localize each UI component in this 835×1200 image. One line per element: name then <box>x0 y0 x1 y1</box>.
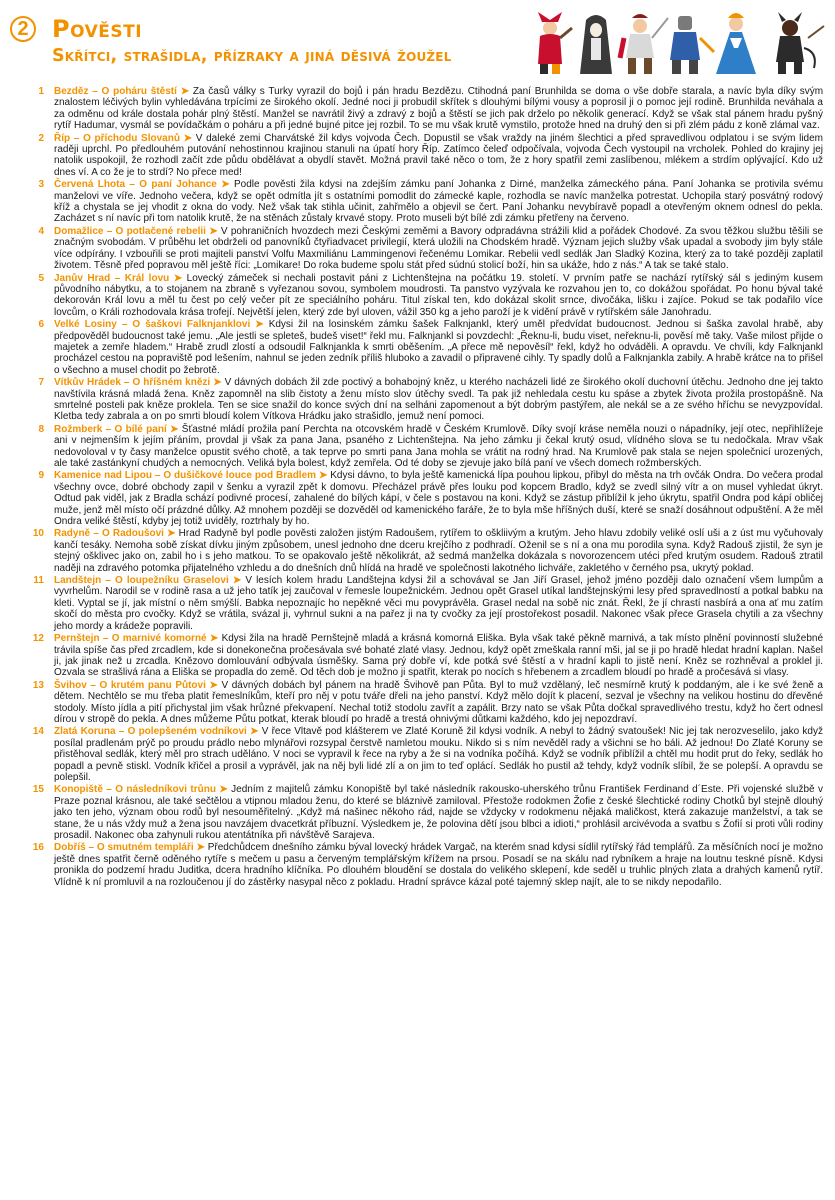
entry-heading: Konopiště – O následníkovi trůnu <box>54 784 216 796</box>
entry-body: Kdysi žil na losinském zámku šašek Falknjankl, který uměl předvídat budoucnost. Jednou si šaška zavolal hrabě, aby předpověděl budoucnost také jemu. „Ale jestli se spleteš, budeš viset!“ řekl mu. Falknjankl si povzdechl: „Řeknu-li, budu viset, neřeknu-li, pověsí mě taky. Vaše milost přijde o majetek a zemře hladem.“ Hrabě zrudl zlostí a odsoudil Falknjankla k smrti oběšením. „A přece mě nepověsíl“ řekl, když ho odváděli. A opravdu. Ve chvíli, kdy Falknjankl procházel cestou na popraviště pod lešením, nahnul se jeden zedník příliš hluboko a zavadil o připravené cihly. Ty spadly dolů a Falknjankla zabily. A hrabě krátce na to přišel o všechno a musel chodit po žebrotě. <box>54 319 824 376</box>
entry-number: 1 <box>38 86 44 97</box>
arrow-icon: ➤ <box>318 470 328 482</box>
legends-list <box>0 86 835 889</box>
entry-body: Kdysi dávno, to byla ještě kamenická lípa pouhou lipkou, přibyl do města na trh ovčák Ondra. Do večera prodal všechny ovce, dobré obchody zapil v šenku a vyrazil zpět k domovu. Přecházel právě přes louku pod kopcem Bradlo, když se zvedl silný vítr a on musel vyhledat úkryt. Odtud pak viděl, jak z Bradla schází podivné procesí, zahalené do bílých kápí, v čele s postavou na koni. Když se zástup přiblížil k jeho úkrytu, spatřil Ondra pod kápí obličej muže, jenž měl místo očí prázdné důlky. Až mnohem později se dozvěděl od kamenického faráře, že to byla mše hříšných duší, které se snaží dosáhnout odpuštění. A že měl Ondra veliké štěstí, kdyby jej totiž uviděly, roztrhaly by ho. <box>54 470 824 528</box>
page-title: Pověsti <box>52 15 143 43</box>
entry-number: 8 <box>38 423 44 435</box>
entry-text <box>54 633 823 679</box>
entry-heading: Zlatá Koruna – O polepšeném vodníkovi <box>54 726 247 738</box>
entry-text <box>54 842 823 888</box>
legend-entry <box>0 575 835 632</box>
entry-number: 13 <box>32 679 44 691</box>
entry-body: V dávných dobách žil zde poctivý a bohabojný kněz, u kterého nacházeli lidé ze širokého okolí duchovní útěchu. Jednoho dne jej takto navštívila krásná mladá žena. Kněz zapomněl na slib čistoty a ženu místo slov útěchy svedl. Ta pak již nehledala cestu ku spáse a zbytek života prožila prostopášně. Na smrtelné posteli pak kněze proklela. Ten se sice snažil do konce svých dní na selháni zapomenout a být dobrým pastýřem, ale nekál se a ze svého hříchu se nevyzpovídal. Kletba tedy zabrala a on po smrti bloudí kolem Vítkova Hrádku jako strašidlo, jemuž není pomoci. <box>54 377 824 423</box>
entry-number: 2 <box>38 132 44 144</box>
entry-body: Kdysi žila na hradě Pernštejně mladá a krásná komorná Eliška. Byla však také pěkně marnivá, a tak místo plnění povinností služebné trávila spíše čas před zrcadlem, kde si donekonečna pročesávala své bohaté zlaté vlasy. Jednou, když opět zmeškala ranní mši, jal se ji po hradě hledat hradní kaplan. Našel ji, jak jinak než u zrcadla. Knězovo domlouvání odbývala úsměšky. Sama prý dobře ví, kde potká své štěstí a v hradní kapli to jistě není. Kněz se rozhněval a proklel ji. Ozvala se strašlivá rána a Eliška se propadla do země. Od těch dob je možno ji spatřit, kterak po nocích s hřebenem a zrcadlem bloudí po hradě a pročesává si vlasy. <box>54 633 823 679</box>
entry-body: V řece Vltavě pod klášterem ve Zlaté Koruně žil kdysi vodník. A nebyl to žádný svatoušek! Nic jej tak nerozveselilo, jako když posílal pradlenám prýč po proudu prádlo nebo mlynářovi rozsypal čerstvě namletou mouku. Nikdo si s ním nevěděl rady a všichni se ho báli. Až jednou! Do Zlaté Koruny se přistěhoval sedlák, který měl pro strach uděláno. V noci se vypravil k řece na ryby a že si na vodníka počíhá. Když se vodník přiblížil a chtěl mu hodit prut do řeky, sedlák ho popadl a pevně stiskl. Vodník křičel a prosil a vyprávěl, jak na něj byli lidé zlí a on jim to teď oplácí. Sedlák ho pustil až tehdy, když vodník slíbil, že se polepší. A opravdu se polepšil. <box>54 726 823 783</box>
entry-body: Jedním z majitelů zámku Konopiště byl také následník rakousko-uherského trůnu František Ferdinand d´Este. Při vojenské službě v Praze poznal krásnou, ale také sečtělou a vtipnou mladou ženu, do které se bláznivě zamiloval. Přestože rodokmen Žofie z české šlechtické rodiny Chotků byl stejně dlouhý jako ten jeho, význam obou rodů byl nesouměřitelný. „Když má našinec někoho rád, najde se vždycky v rodokmenu nějaká maličkost, která zakazuje manželství, a tak se stane, že u nás vždy muž a žena jsou navzájem dvacetkrát příbuzní. Výsledkem je, že polovina dětí jsou blbci a idioti,“ prohlásil arcivévoda a svatbu s Žofií si proti vůli rodiny prosadil. Nakonec oba zahynuli rukou atentátníka při návštěvě Sarajeva. <box>54 784 824 841</box>
entry-text <box>54 575 823 632</box>
entry-heading: Radyně – O Radoušovi <box>54 528 164 540</box>
arrow-icon: ➤ <box>180 86 190 97</box>
legend-entry <box>0 424 835 470</box>
entry-text <box>54 377 823 423</box>
legend-entry <box>0 633 835 679</box>
arrow-icon: ➤ <box>255 319 264 331</box>
chapter-number-badge: 2 <box>10 16 36 42</box>
entry-text <box>54 319 823 376</box>
entry-heading: Rožmberk – O bílé paní <box>54 423 167 435</box>
costumed-figures-illustration <box>528 8 828 78</box>
legend-entry <box>0 273 835 319</box>
arrow-icon: ➤ <box>183 132 193 144</box>
arrow-icon: ➤ <box>209 679 218 691</box>
entry-body: V daleké zemi Charvátské žil kdys vojvoda Čech. Dopustil se však vraždy na jiném šlechtici a před spravedlivou odplatou i se svým lidem raději uprchl. Po předlouhém putování nehostinnou krajinou stanuli na úpatí hory Říp. Zatímco čeleď odpočívala, vojvoda Čech vystoupil na vrcholek. Pohled do krajiny jej natolik uspokojil, že rozhodl začít zde půdu obdělávat a obydlí stavět. Možná pravil také něco o tom, že z hory spatřil zemi zaslíbenou, mlékem a strdím oplývající. Kdo už dnes ví. A co že je to strdí? No přece med! <box>54 132 823 178</box>
warrior-figure-icon <box>620 14 668 74</box>
entry-text <box>54 528 823 574</box>
entry-heading: Červená Lhota – O paní Johance <box>54 179 217 191</box>
entry-number: 9 <box>38 470 44 482</box>
entry-text <box>54 680 823 726</box>
page-header <box>0 0 835 82</box>
entry-heading: Říp – O příchodu Slovanů <box>54 132 180 144</box>
entry-body: Předchůdcem dnešního zámku býval lovecký hrádek Vargač, na kterém snad kdysi sídlil rytířský řád templářů. Za měsíčních nocí je možno ještě dnes spatřit černě oděného rytíře s mečem u pasu a červeným templářským křížem na prsou. Posadí se na skálu nad rybníkem a hraje na loutnu teskné písně. Kdysi pronikla do podzemí hradu Juditka, dcera hradního klíčníka. Po dlouhém bloudění se dostala do velikého sklepení, kde seděl u truhlic plných zlata a drahých kamenů rytíř. Vlídně k ní promluvil a na rozloučenou jí do zástěrky nasypal něco z pokladu. Hradní správce kázal poté tajemný sklep najít, ale to se nikdy nepodařilo. <box>54 842 824 888</box>
entry-text <box>54 470 823 527</box>
arrow-icon: ➤ <box>196 842 205 854</box>
entry-text <box>54 424 823 470</box>
entry-number: 6 <box>38 319 44 331</box>
legend-entry <box>0 726 835 783</box>
arrow-icon: ➤ <box>232 575 242 587</box>
entry-number: 16 <box>32 842 44 854</box>
legend-entry <box>0 784 835 841</box>
entry-number: 4 <box>38 225 44 237</box>
legend-entry <box>0 680 835 726</box>
entry-body: Podle pověsti žila kdysi na zdejším zámku paní Johanka z Dirné, manželka zámeckého pána. Paní Johanka se protivila svému manželovi ve víře. Jednoho večera, když se opět odmítla jít s ostatními pomodlit do zámecké kaple, rozhodla se navíc manželka potrestat. Uchopila starý posvátný rodový kříž a chystala se jej vhodit z okna do vody. Než však tak stihla učinit, zahřmělo a objevil se čert. Paní Johanku nevybíravě popadl a otevřeným oknem odnesl do pekla. Zacházet s ní navíc při tom natolik krutě, že na stěnách zůstaly krvavé stopy. Proto museli být bílé zdi zámku přetřeny na červeno. <box>54 179 824 225</box>
entry-number: 11 <box>33 575 44 587</box>
entry-text <box>54 273 823 319</box>
entry-text <box>54 133 823 179</box>
entry-number: 15 <box>32 784 44 796</box>
entry-heading: Domažlice – O potlačené rebelii <box>54 225 206 237</box>
legend-entry <box>0 179 835 225</box>
arrow-icon: ➤ <box>167 528 176 540</box>
entry-number: 10 <box>32 528 44 540</box>
jester-figure-icon <box>538 12 572 74</box>
legend-entry <box>0 319 835 376</box>
entry-number: 5 <box>38 272 44 284</box>
arrow-icon: ➤ <box>170 423 179 435</box>
devil-figure-icon <box>776 12 824 74</box>
arrow-icon: ➤ <box>221 179 230 191</box>
legend-entry <box>0 470 835 527</box>
entry-number: 7 <box>38 377 44 389</box>
knight-figure-icon <box>670 16 714 74</box>
entry-body: Za časů války s Turky vyrazil do bojů i pán hradu Bezdězu. Ctihodná paní Brunhilda se doma o vše dobře starala, a navíc byla díky svým znalostem léčivých bylin vyhledávána trpícími ze širokého okolí. Jedné noci ji probudil skřítek s dlouhými bílými vousy a poprosil ji o pomoc její rodině. Brunhilda neváhala a za odměnu od krále dostala pohár plný štěstí. Manžel se navrátil živý a zdravý z bojů a štěstí se jich pak drželo po několik generací. Když se však stal pánem hradu pyšný rytíř Hadumar, vysmál se povídačkám o poháru a při jedné bujné pitce jej rozbil. To se mu však krutě vymstilo, protože hned na druhý den si při zlém pádu z koně zlámal vaz. <box>54 86 824 132</box>
entry-heading: Vítkův Hrádek – O hříšném knězi <box>54 377 211 389</box>
entry-heading: Pernštejn – O marnivé komorné <box>54 633 207 645</box>
entry-number: 14 <box>32 726 44 738</box>
legend-entry <box>0 86 835 132</box>
entry-text <box>54 784 823 841</box>
legend-entry <box>0 377 835 423</box>
entry-heading: Velké Losiny – O šaškovi Falknjanklovi <box>54 319 251 331</box>
entry-number: 12 <box>32 633 44 645</box>
entry-body: V lesích kolem hradu Landštejna kdysi žil a schovával se Jan Jiří Grasel, jehož jméno později dalo označení všem lumpům a vyvrhelům. Narodil se v rodině rasa a už jeho tatík jej zaučoval v řemesle loupežnickém. Jednou opět Grasel utíkal landštejnskými lesy před spravedlností a potkal babku na kleti. Vyptal se jí, jak místní o něm smýšlí. Babka nepoznajíc ho nepěkné věci mu povyprávěla. Grasel nedal na sobě nic znát. Řekl, že jí chrastí nasbírá a ona ať mu zatím skočí do města pro cvočky. Když se vrátila, svázal ji, vyhrnul sukni a na pařez ji na ty cvočky za její prostořekost posadil. Nakonec však přece Grasela chytili a za všechny jeho mordy a krádeže popravili. <box>54 575 824 632</box>
entry-number: 3 <box>38 179 44 191</box>
entry-heading: Janův Hrad – Král lovu <box>54 272 170 284</box>
entry-body: Lovecký zámeček si nechali postavit páni z Lichtenštejna na počátku 19. století. V prvním patře se nachází rytířský sál s jediným kusem původního nábytku, a to stojanem na zbraně s vyřezanou sovou, symbolem moudrosti. Ta panstvo vyzývala ke rozvahou jen to, co dokážou spořádat. Po honu býval také dekorován Král lovu a měl tu čest po celý večer pít ze speciálního poháru. Titul získal ten, kdo dokázal skolit srnce, divočáka, lišku i zajíce. Pokud se tak podařilo více lovcům, o Králi rozhodovala krása trofejí. Největší jelen, který zde byl uloven, vážil 350 kg a jeho paroží je k vidění právě v rytířském sále Janohradu. <box>54 272 823 318</box>
entry-body: Šťastné mládí prožila paní Perchta na otcovském hradě v Českém Krumlově. Díky svojí kráse neměla nouzi o nápadníky, její otec, nepřihlížeje ani v nejmenším k jejím přáním, provdal ji však za pana Jana, psaného z Lichtenštejna. Na jeho zámku ji čekal krutý osud, vlídného slova se tu nedočkala. Mrav však nedovoloval v ty časy manželce opustit svého chotě, a tak teprve po smrti pana Jana mohla se vrátit na rodný hrad. Na Krumlově pak stala se nejen společnicí urozených, ale také zastánkyní chudých a nemocných. Veliká byla bolest, když zemřela. Od té doby se zjevuje jako bílá paní ve všech domech rožmberských. <box>54 423 824 469</box>
ghost-figure-icon <box>580 15 612 74</box>
page-subtitle: Skřítci, strašidla, přízraky a jiná děsivá žoužel <box>52 46 452 66</box>
entry-heading: Dobříš – O smutném templáři <box>54 842 194 854</box>
lady-figure-icon <box>716 13 756 74</box>
arrow-icon: ➤ <box>250 726 259 738</box>
arrow-icon: ➤ <box>209 633 219 645</box>
entry-body: Hrad Radyně byl podle pověsti založen jistým Radoušem, rytířem to oškliivým a krutým. Jeho hlavu zdobily veliké oslí uši a z úst mu vyčuhovaly kančí tesáky. Nemoha sobě získat dívku jiným způsobem, unesl jednoho dne dceru krejčího z podhradí. Oženil se s ní a ona mu porodila syna. Když Radouš zjistil, že syn je stejný ošklivec jako on, zabil ho i s jeho matkou. To se opakovalo ještě několikrát, až sedmá manželka dokázala s novorozencem utéci před krutým osudem. Radouš ztratil naději na zdravého potomka přijatelného vzhledu a do dnešních dnů hlídá na hradě ve společnosti lakotného lichváře, zakletého v černého psa, ukrytý poklad. <box>54 528 824 574</box>
arrow-icon: ➤ <box>213 377 222 389</box>
entry-heading: Švihov – O krutém panu Půtovi <box>54 679 206 691</box>
arrow-icon: ➤ <box>209 225 218 237</box>
legend-entry <box>0 226 835 272</box>
entry-heading: Bezděz – O poháru štěstí <box>54 86 177 97</box>
entry-body: V pohraničních hvozdech mezi Českými zeměmi a Bavory odpradávna strážili klid a pořádek Chodové. Za svou těžkou službu těšili se značným svobodám. V průběhu let obdrželi od panovníků čtyřiadvacet privilegií, která uložili na Chodském hradě. Význam jejich služby však upadal a svobody jim byly stále více odpírány. I vzbouřili se proti majiteli panství Volfu Maxmiliánu Lammingenovi řečenému Lomikar. Rebelii vedl sedlák Jan Sladký Kozina, který za to také později zaplatil životem. Těsně před popravou měl ještě říci: „Lomikare! Do roka budeme spolu stát před súdnú stolicí boží, hin sa ukáže, hdo z nás.“ A tak se také stalo. <box>54 225 824 272</box>
legend-entry <box>0 133 835 179</box>
legend-entry <box>0 528 835 574</box>
entry-body: V dávných dobách byl pánem na hradě Švihově pan Půta. Byl to muž vzdělaný, leč nesmírně krutý k poddaným, ale i ke své ženě a dětem. Nechtělo se mu třeba platit řemeslníkům, kteří pro něj v potu tváře dřeli na jeho panství. Když mělo dojít k placení, sezval je všechny na velikou hostinu do dřevěné stodoly. Místo jídla a pití přichystal jim však hrůzné překvapení. Nechal totiž stodolu zavřít a zapálit. Brzy nato se však Půta dočkal spravedlivého trestu, když ho čert odnesl dírou v stropě do pekla. A dnes můžeme Půtu potkat, kterak bloudí po hradě a trestá ohnivými důtkami každého, kdo jej nepozdraví. <box>54 679 823 725</box>
entry-text <box>54 179 823 225</box>
entry-text <box>54 726 823 783</box>
arrow-icon: ➤ <box>219 784 228 796</box>
legend-entry <box>0 842 835 888</box>
entry-heading: Kamenice nad Lipou – O dušičkové louce pod Bradlem <box>54 470 317 482</box>
arrow-icon: ➤ <box>173 272 183 284</box>
entry-heading: Landštejn – O loupežníku Graselovi <box>54 575 229 587</box>
entry-text <box>54 226 823 272</box>
entry-text <box>54 86 823 132</box>
